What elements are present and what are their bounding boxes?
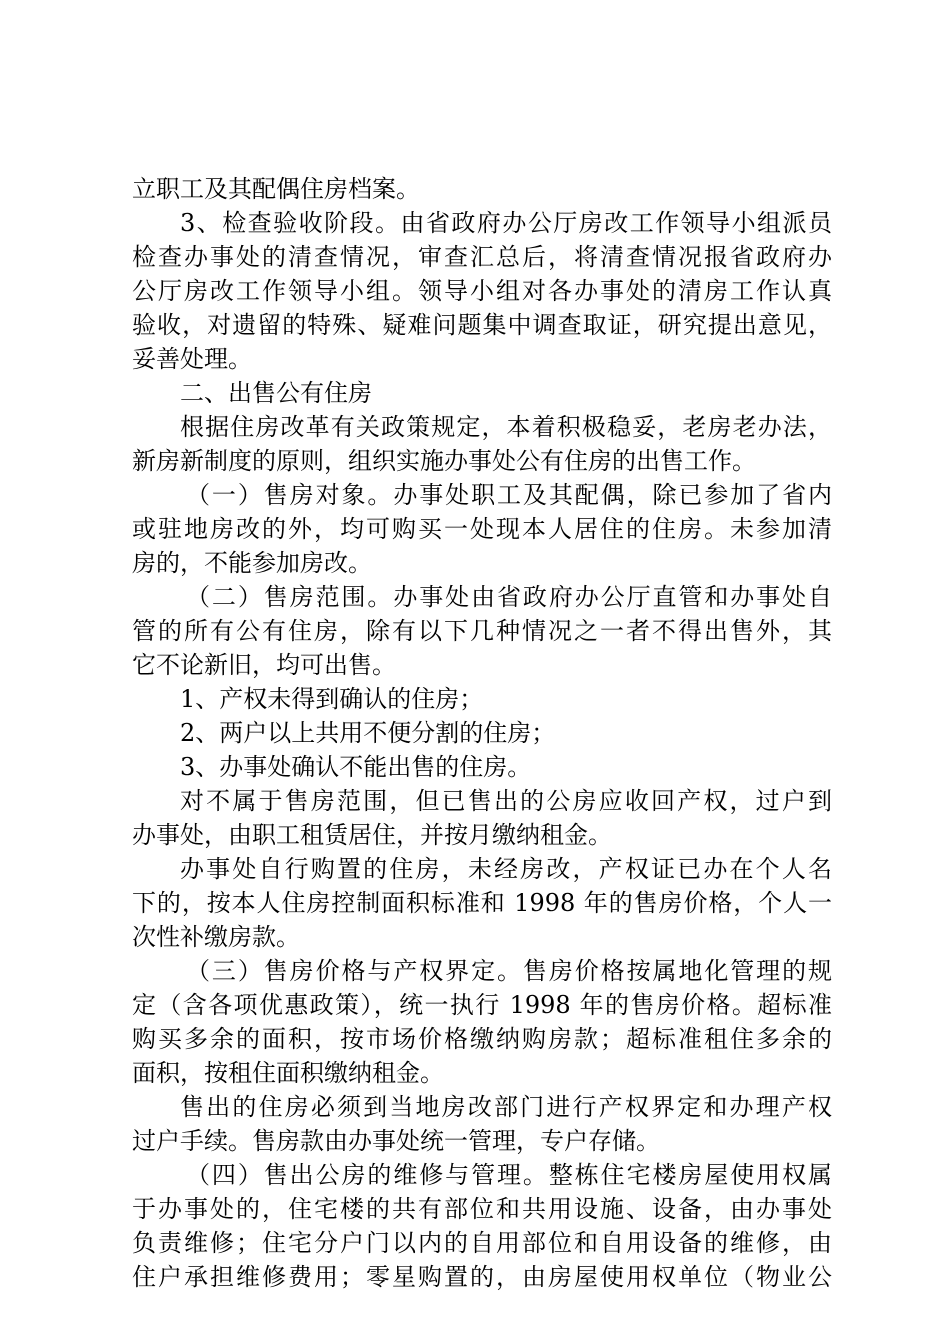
text-line: 下的，按本人住房控制面积标准和 1998 年的售房价格，个人一 <box>132 889 832 917</box>
text-line: 次性补缴房款。 <box>132 923 300 951</box>
list-item: 1、产权未得到确认的住房； <box>180 685 484 713</box>
text-line: 根据住房改革有关政策规定，本着积极稳妥，老房老办法， <box>180 413 832 441</box>
section-heading: 二、出售公有住房 <box>180 379 372 407</box>
text-line: 3、检查验收阶段。由省政府办公厅房改工作领导小组派员 <box>180 209 832 237</box>
text-line: 对不属于售房范围，但已售出的公房应收回产权，过户到 <box>180 787 832 815</box>
text-line: 它不论新旧，均可出售。 <box>132 651 396 679</box>
text-line: 住户承担维修费用；零星购置的，由房屋使用权单位（物业公 <box>132 1263 832 1291</box>
text-line: 或驻地房改的外，均可购买一处现本人居住的住房。未参加清 <box>132 515 832 543</box>
text-line: 检查办事处的清查情况，审查汇总后，将清查情况报省政府办 <box>132 243 832 271</box>
list-item: 3、办事处确认不能出售的住房。 <box>180 753 532 781</box>
text-line: 公厅房改工作领导小组。领导小组对各办事处的清房工作认真 <box>132 277 832 305</box>
text-line: 购买多余的面积，按市场价格缴纳购房款；超标准租住多余的 <box>132 1025 832 1053</box>
text-line: 售出的住房必须到当地房改部门进行产权界定和办理产权 <box>180 1093 832 1121</box>
text-line: 负责维修；住宅分户门以内的自用部位和自用设备的维修，由 <box>132 1229 832 1257</box>
text-line: 管的所有公有住房，除有以下几种情况之一者不得出售外，其 <box>132 617 832 645</box>
text-line: 办事处，由职工租赁居住，并按月缴纳租金。 <box>132 821 612 849</box>
text-line: （三）售房价格与产权界定。售房价格按属地化管理的规 <box>186 957 832 985</box>
text-line: 办事处自行购置的住房，未经房改，产权证已办在个人名 <box>180 855 832 883</box>
text-line: （二）售房范围。办事处由省政府办公厅直管和办事处自 <box>186 583 832 611</box>
text-line: 定（含各项优惠政策），统一执行 1998 年的售房价格。超标准 <box>132 991 832 1019</box>
text-line: 妥善处理。 <box>132 345 252 373</box>
text-line: 新房新制度的原则，组织实施办事处公有住房的出售工作。 <box>132 447 756 475</box>
text-line: 立职工及其配偶住房档案。 <box>132 175 420 203</box>
text-line: （四）售出公房的维修与管理。整栋住宅楼房屋使用权属 <box>186 1161 832 1189</box>
text-line: 过户手续。售房款由办事处统一管理，专户存储。 <box>132 1127 660 1155</box>
text-line: 房的，不能参加房改。 <box>132 549 372 577</box>
text-line: 面积，按租住面积缴纳租金。 <box>132 1059 444 1087</box>
list-item: 2、两户以上共用不便分割的住房； <box>180 719 556 747</box>
text-line: 验收，对遗留的特殊、疑难问题集中调查取证，研究提出意见， <box>132 311 832 339</box>
text-line: （一）售房对象。办事处职工及其配偶，除已参加了省内 <box>186 481 832 509</box>
text-line: 于办事处的，住宅楼的共有部位和共用设施、设备，由办事处 <box>132 1195 832 1223</box>
